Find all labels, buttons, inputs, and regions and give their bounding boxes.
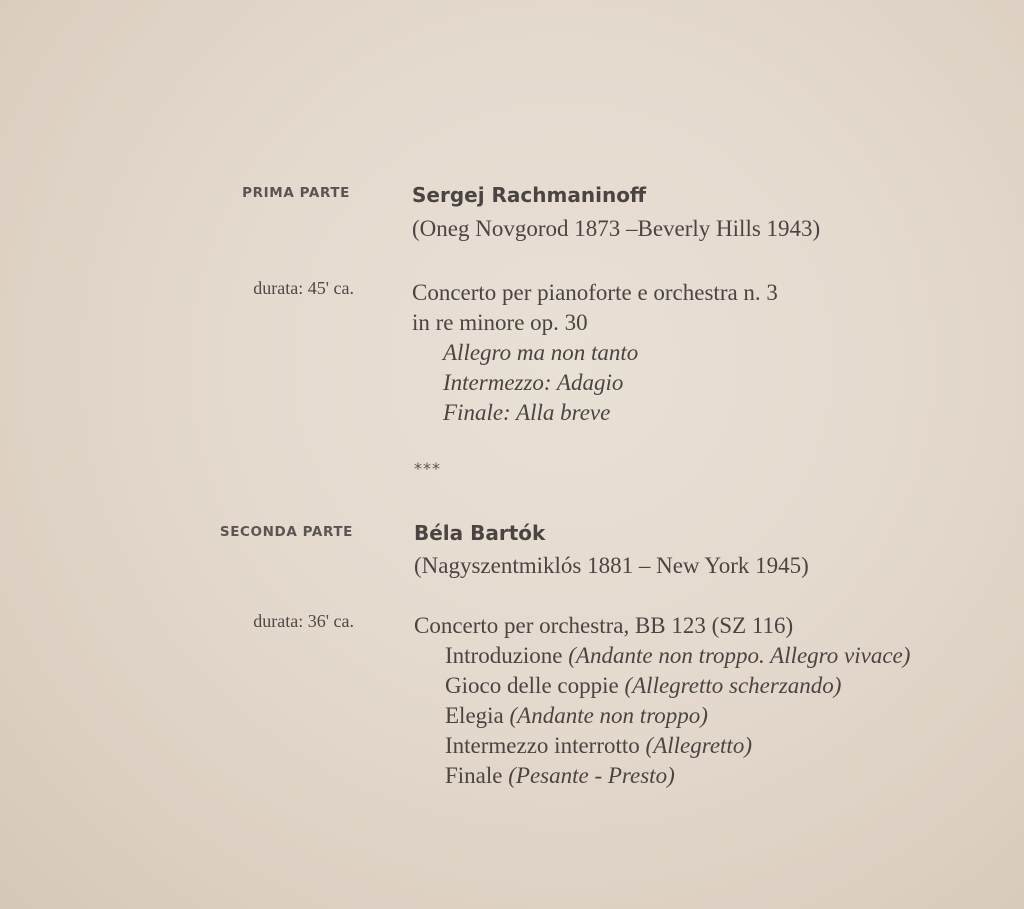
part2-movement (414, 731, 910, 761)
part2-movement-name: Elegia (445, 703, 504, 728)
part2-movement (414, 641, 910, 671)
part1-work-title-line1: Concerto per pianoforte e orchestra n. 3 (412, 280, 778, 305)
part1-composer-dates: (Oneg Novgorod 1873 –Beverly Hills 1943) (412, 216, 821, 241)
part2-work-title: Concerto per orchestra, BB 123 (SZ 116) (414, 613, 794, 638)
part2-label: SECONDA PARTE (219, 524, 353, 540)
part1-movement: Intermezzo: Adagio (443, 370, 624, 395)
part2-movement-name: Introduzione (445, 643, 563, 668)
part1-movement: Finale: Alla breve (443, 400, 611, 425)
part2-movement (414, 671, 910, 701)
part2-movement-name: Finale (445, 763, 503, 788)
section-separator: *** (414, 459, 441, 478)
part1-work (412, 278, 778, 428)
part2-movement-tempo: (Allegretto) (645, 733, 752, 758)
part2-composer: Béla Bartók (414, 521, 546, 545)
part2-movement-tempo: (Andante non troppo. Allegro vivace) (568, 643, 911, 668)
part1-movement: Allegro ma non tanto (443, 340, 639, 365)
part2-composer-dates: (Nagyszentmiklós 1881 – New York 1945) (414, 553, 809, 578)
part2-movement (414, 761, 910, 791)
part2-movement-name: Gioco delle coppie (445, 673, 619, 698)
part2-duration: durata: 36' ca. (253, 611, 354, 631)
part1-work-title-line2: in re minore op. 30 (412, 310, 588, 335)
part2-movement-tempo: (Pesante - Presto) (508, 763, 675, 788)
part2-movement-tempo: (Andante non troppo) (509, 703, 708, 728)
part2-movement-name: Intermezzo interrotto (445, 733, 640, 758)
part1-label: PRIMA PARTE (242, 185, 350, 201)
part2-movement-tempo: (Allegretto scherzando) (624, 673, 842, 698)
part2-movement (414, 701, 910, 731)
part2-work (414, 611, 910, 791)
part1-duration: durata: 45' ca. (253, 278, 354, 298)
part1-composer: Sergej Rachmaninoff (412, 183, 647, 207)
